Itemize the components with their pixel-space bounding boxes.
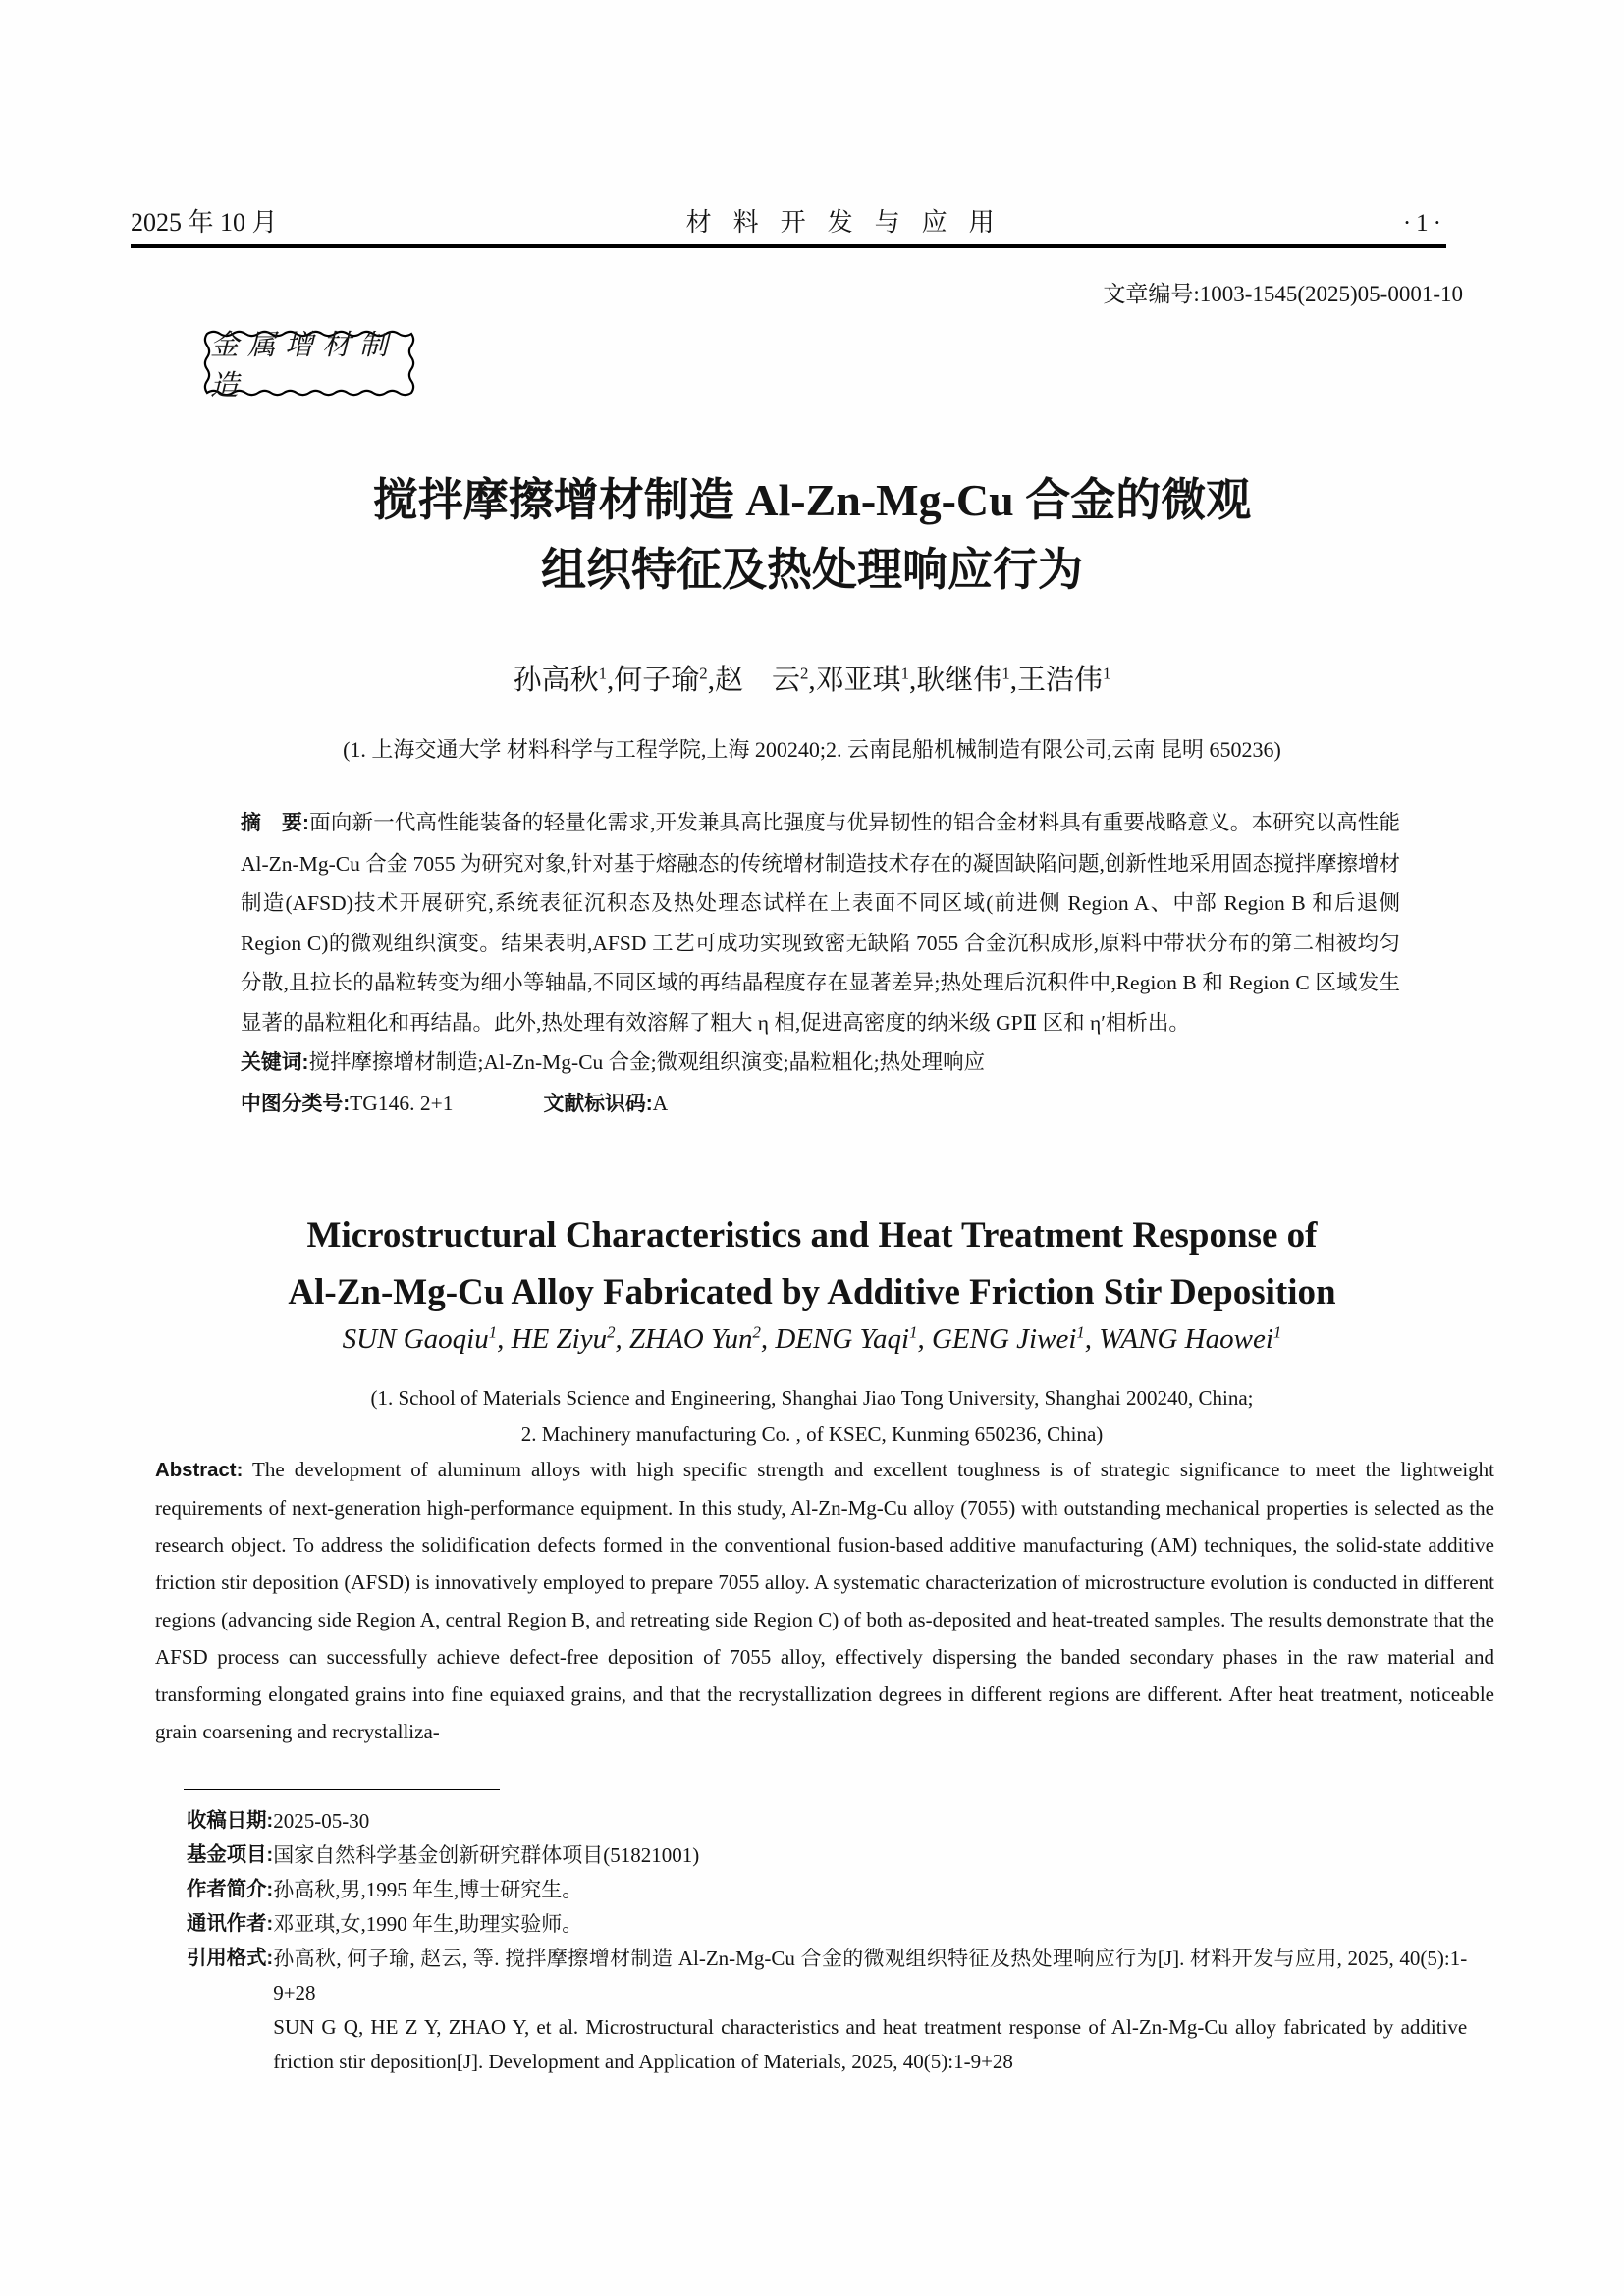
author-affiliation-marker: 1 bbox=[1076, 1322, 1085, 1342]
keywords-label-cn: 关键词: bbox=[241, 1051, 309, 1074]
fund-text: 国家自然科学基金创新研究群体项目(51821001) bbox=[273, 1843, 700, 1867]
received-date: 2025-05-30 bbox=[273, 1809, 370, 1833]
author-name: 赵 云$^2$ bbox=[714, 664, 809, 696]
author-name: 王浩伟$^1$ bbox=[1016, 664, 1111, 696]
abstract-label-en: Abstract: bbox=[155, 1460, 244, 1481]
affiliation-cn: (1. 上海交通大学 材料科学与工程学院,上海 200240;2. 云南昆船机械制造有限公司,云南 昆明 650236) bbox=[343, 737, 1281, 762]
article-title-en-line1: Microstructural Characteristics and Heat Treatment Response of bbox=[306, 1215, 1318, 1255]
author-affiliation-marker: 1 bbox=[900, 664, 910, 683]
author-affiliation-marker: 1 bbox=[1102, 664, 1111, 683]
footnote-fund bbox=[187, 1839, 1510, 1873]
footnote-received bbox=[187, 1804, 1510, 1839]
article-title-cn bbox=[0, 465, 1624, 605]
author-name: 孙高秋$^1$ bbox=[513, 664, 608, 696]
fund-label: 基金项目: bbox=[187, 1844, 274, 1866]
abstract-cn bbox=[241, 803, 1400, 1042]
author-list-en: SUN Gaoqiu$^1$, HE Ziyu$^2$, ZHAO Yun$^2$, DENG Yaqi$^1$, GENG Jiwei$^1$, WANG Haowei$^1$ bbox=[342, 1322, 1282, 1355]
corresponding-label: 通讯作者: bbox=[187, 1913, 274, 1935]
affiliation-en-2: 2. Machinery manufacturing Co. , of KSEC, Kunming 650236, China) bbox=[520, 1422, 1104, 1446]
article-number: 文章编号:1003-1545(2025)05-0001-10 bbox=[1103, 282, 1463, 306]
author-affiliation-marker: 2 bbox=[607, 1322, 616, 1342]
affiliations-en bbox=[0, 1380, 1624, 1453]
author-affiliation-marker: 1 bbox=[1001, 664, 1010, 683]
author-name: ZHAO Yun$^2$ bbox=[629, 1322, 761, 1355]
citation-body bbox=[273, 1942, 1467, 2079]
keywords-cn bbox=[241, 1042, 1400, 1084]
author-affiliation-marker: 1 bbox=[598, 664, 608, 683]
citation-label: 引用格式: bbox=[187, 1948, 274, 1969]
footnotes bbox=[187, 1804, 1510, 2079]
author-affiliation-marker: 1 bbox=[1272, 1322, 1282, 1342]
author-name: GENG Jiwei$^1$ bbox=[931, 1322, 1085, 1355]
author-bio-label: 作者简介: bbox=[187, 1879, 274, 1900]
issue-date: 2025 年 10 月 bbox=[131, 208, 278, 237]
article-title-en-line2: Al-Zn-Mg-Cu Alloy Fabricated by Additive Friction Stir Deposition bbox=[288, 1272, 1336, 1312]
author-name: HE Ziyu$^2$ bbox=[511, 1322, 616, 1355]
article-title-cn-line2: 组织特征及热处理响应行为 bbox=[541, 545, 1083, 595]
abstract-text-cn: 面向新一代高性能装备的轻量化需求,开发兼具高比强度与优异韧性的铝合金材料具有重要战略意义。本研究以高性能 Al-Zn-Mg-Cu 合金 7055 为研究对象,针对基于熔融态的传统增材制造技术存在的凝固缺陷问题,创新性地采用固态搅拌摩擦增材制造(AFSD)技术开展研究,系统表征沉积态及热处理态试样在上表面不同区域(前进侧 Region A、中部 Region B 和后退侧 Region C)的微观组织演变。结果表明,AFSD 工艺可成功实现致密无缺陷 7055 合金沉积成形,原料中带状分布的第二相被均匀分散,且拉长的晶粒转变为细小等轴晶,不同区域的再结晶程度存在显著差异;热处理后沉积件中,Region B 和 Region C 区域发生显著的晶粒粗化和再结晶。此外,热处理有效溶解了粗大 η 相,促进高密度的纳米级 GPⅡ 区和 η′相析出。 bbox=[241, 811, 1400, 1035]
author-name: SUN Gaoqiu$^1$ bbox=[342, 1322, 498, 1355]
keywords-text-cn: 搅拌摩擦增材制造;Al-Zn-Mg-Cu 合金;微观组织演变;晶粒粗化;热处理响应 bbox=[308, 1050, 986, 1074]
affiliation-en-1: (1. School of Materials Science and Engineering, Shanghai Jiao Tong University, Shanghai 200240, China; bbox=[370, 1386, 1254, 1410]
author-name: WANG Haowei$^1$ bbox=[1099, 1322, 1282, 1355]
author-affiliation-marker: 1 bbox=[488, 1322, 498, 1342]
citation-en: SUN G Q, HE Z Y, ZHAO Y, et al. Microstructural characteristics and heat treatment response of Al-Zn-Mg-Cu alloy fabricated by additive friction stir deposition[J]. Development and Application of Materials, 2025, 40(5):1-9+28 bbox=[273, 2015, 1468, 2073]
article-title-en bbox=[0, 1207, 1624, 1321]
doc-code-label: 文献标识码: bbox=[543, 1092, 653, 1115]
received-label: 收稿日期: bbox=[187, 1810, 274, 1832]
article-title-cn-line1: 搅拌摩擦增材制造 Al-Zn-Mg-Cu 合金的微观 bbox=[372, 475, 1252, 525]
author-name: 耿继伟$^1$ bbox=[916, 664, 1010, 696]
doc-code-value: A bbox=[652, 1091, 669, 1115]
page-number: ·1· bbox=[1402, 210, 1446, 237]
clc-value: TG146. 2+1 bbox=[350, 1091, 454, 1115]
running-head bbox=[131, 202, 1446, 239]
classification-line bbox=[241, 1084, 1400, 1125]
footnote-rule bbox=[184, 1789, 500, 1790]
author-affiliation-marker: 2 bbox=[752, 1322, 761, 1342]
footnote-citation bbox=[187, 1942, 1510, 2079]
clc-label: 中图分类号: bbox=[241, 1092, 351, 1115]
abstract-block-cn bbox=[241, 803, 1400, 1124]
author-bio-text: 孙高秋,男,1995 年生,博士研究生。 bbox=[273, 1878, 583, 1901]
abstract-en bbox=[155, 1451, 1494, 1750]
header-rule bbox=[131, 244, 1446, 248]
author-list-cn: 孙高秋$^1$,何子瑜$^2$,赵 云$^2$,邓亚琪$^1$,耿继伟$^1$,王浩伟$^1$ bbox=[513, 664, 1111, 696]
footnote-author-bio bbox=[187, 1873, 1510, 1907]
author-name: DENG Yaqi$^1$ bbox=[775, 1322, 918, 1355]
journal-name: 材料开发与应用 bbox=[685, 208, 1016, 237]
abstract-text-en: The development of aluminum alloys with high specific strength and excellent toughness is of strategic significance to meet the lightweight requirements of next-generation high-performance equipment. In this study, Al-Zn-Mg-Cu alloy (7055) with outstanding mechanical properties is selected as the research object. To address the solidification defects formed in the conventional fusion-based additive manufacturing (AM) techniques, the solid-state additive friction stir deposition (AFSD) is innovatively employed to prepare 7055 alloy. A systematic characterization of microstructure evolution is conducted in different regions (advancing side Region A, central Region B, and retreating side Region C) of both as-deposited and heat-treated samples. The results demonstrate that the AFSD process can successfully achieve defect-free deposition of 7055 alloy, effectively dispersing the banded secondary phases in the raw material and transforming elongated grains into fine equiaxed grains, and that the recrystallization degrees in different regions are different. After heat treatment, noticeable grain coarsening and recrystalliza- bbox=[155, 1458, 1495, 1743]
abstract-label-cn: 摘 要: bbox=[241, 812, 309, 834]
footnote-corresponding bbox=[187, 1907, 1510, 1942]
author-name: 邓亚琪$^1$ bbox=[815, 664, 910, 696]
column-badge bbox=[201, 328, 417, 399]
citation-cn: 孙高秋, 何子瑜, 赵云, 等. 搅拌摩擦增材制造 Al-Zn-Mg-Cu 合金的微观组织特征及热处理响应行为[J]. 材料开发与应用, 2025, 40(5):1-9+28 bbox=[273, 1947, 1468, 2004]
author-affiliation-marker: 2 bbox=[699, 664, 708, 683]
column-badge-label: 金属增材制造 bbox=[210, 330, 398, 401]
author-name: 何子瑜$^2$ bbox=[614, 664, 708, 696]
author-affiliation-marker: 1 bbox=[909, 1322, 918, 1342]
author-affiliation-marker: 2 bbox=[799, 664, 809, 683]
corresponding-text: 邓亚琪,女,1990 年生,助理实验师。 bbox=[273, 1912, 583, 1936]
